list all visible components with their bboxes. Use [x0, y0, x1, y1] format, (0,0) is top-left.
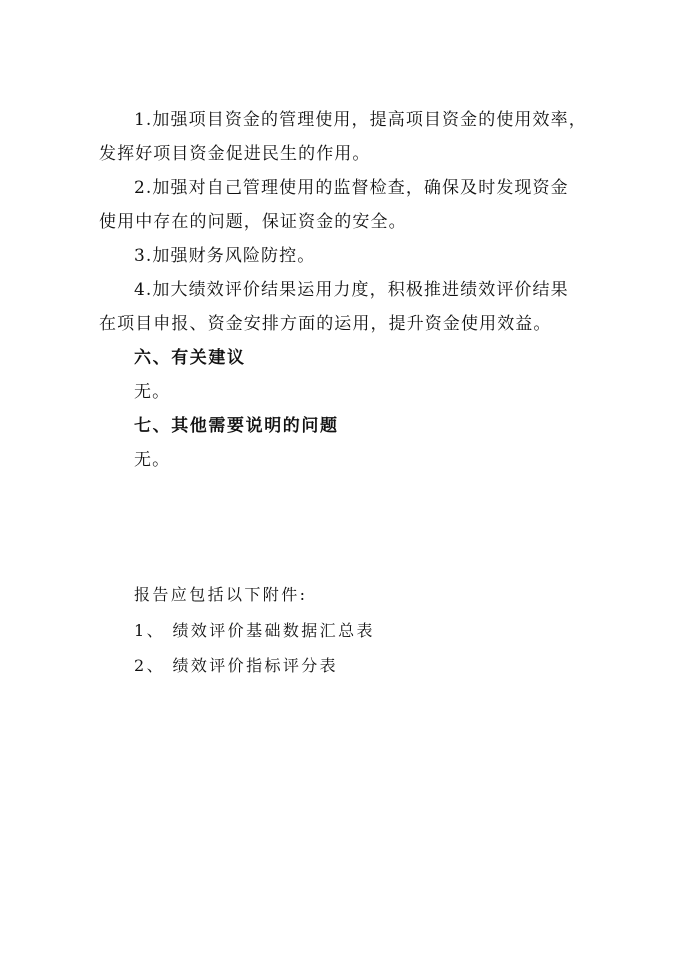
paragraph-4-line-1: 4.加大绩效评价结果运用力度，积极推进绩效评价结果 [134, 280, 569, 300]
paragraph-1-line-2: 发挥好项目资金促进民生的作用。 [99, 144, 371, 164]
section-7-body: 无。 [134, 450, 171, 470]
section-6-heading: 六、有关建议 [134, 348, 246, 368]
paragraph-4-line-2: 在项目申报、资金安排方面的运用，提升资金使用效益。 [99, 314, 552, 334]
paragraph-2-line-2: 使用中存在的问题，保证资金的安全。 [99, 212, 407, 232]
section-7-heading: 七、其他需要说明的问题 [134, 416, 339, 436]
section-6-body: 无。 [134, 382, 171, 402]
paragraph-2-line-1: 2.加强对自己管理使用的监督检查，确保及时发现资金 [134, 178, 569, 198]
paragraph-1-line-1: 1.加强项目资金的管理使用，提高项目资金的使用效率， [134, 110, 587, 130]
appendix-item-2: 2、 绩效评价指标评分表 [134, 656, 339, 675]
appendix-item-1: 1、 绩效评价基础数据汇总表 [134, 621, 375, 640]
appendix-intro: 报告应包括以下附件: [134, 585, 308, 604]
paragraph-3: 3.加强财务风险防控。 [134, 246, 316, 266]
